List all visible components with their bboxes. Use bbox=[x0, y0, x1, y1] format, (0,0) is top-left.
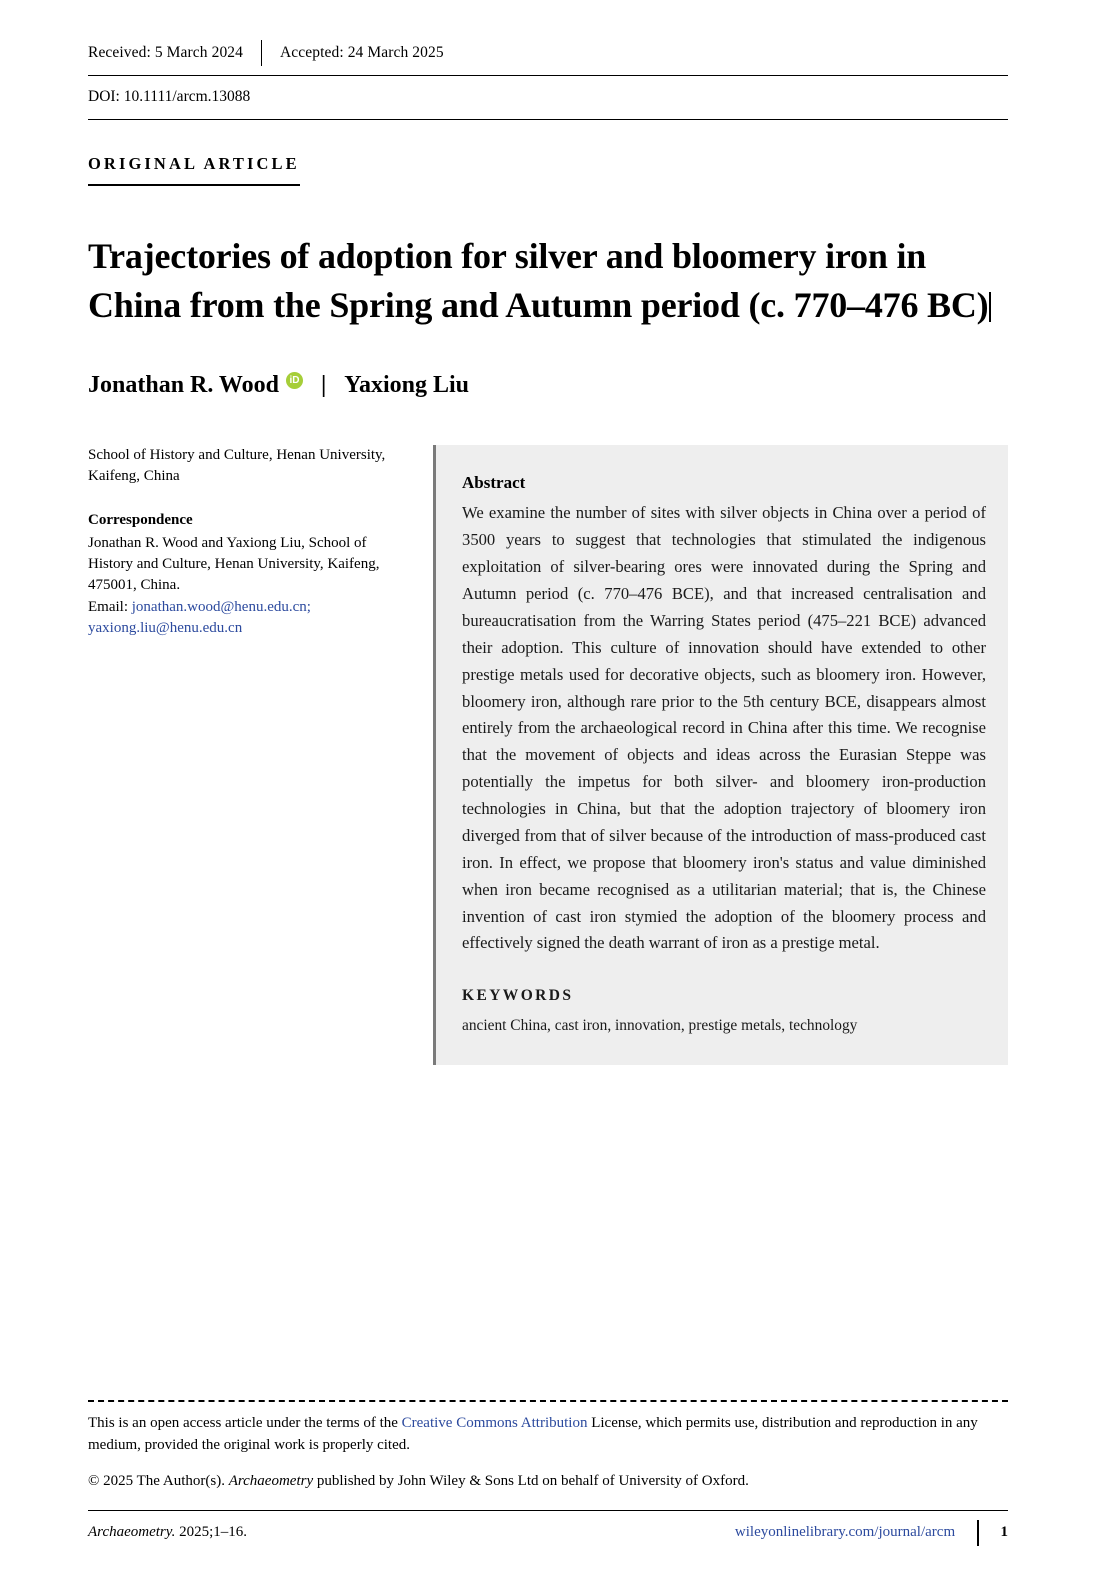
abstract-box bbox=[433, 445, 1008, 1065]
page-footer bbox=[88, 1400, 1008, 1546]
creative-commons-link[interactable]: Creative Commons Attribution bbox=[401, 1415, 588, 1431]
journal-name: Archaeometry. bbox=[88, 1524, 176, 1540]
journal-citation bbox=[88, 1524, 247, 1541]
author-list bbox=[88, 372, 1008, 399]
license-statement bbox=[88, 1413, 1008, 1457]
title-text: Trajectories of adoption for silver and bloomery iron in China from the Spring and Autumn period (c. 770–476 BC) bbox=[88, 236, 989, 325]
doi-text: DOI: 10.1111/arcm.13088 bbox=[88, 88, 1008, 120]
meta-abstract-columns bbox=[88, 445, 1008, 1065]
footer-bottom-row bbox=[88, 1520, 1008, 1546]
affiliation: School of History and Culture, Henan University, Kaifeng, China bbox=[88, 446, 386, 485]
page-title bbox=[88, 232, 1008, 330]
copyright-pre: © 2025 The Author(s). bbox=[88, 1472, 229, 1489]
orcid-icon[interactable] bbox=[286, 372, 303, 389]
keywords-heading: KEYWORDS bbox=[462, 987, 574, 1005]
license-text-1: This is an open access article under the terms of the bbox=[88, 1415, 402, 1431]
abstract-content bbox=[436, 445, 1008, 1065]
author-name-2: Yaxiong Liu bbox=[344, 371, 469, 398]
accepted-date: Accepted: 24 March 2025 bbox=[280, 44, 444, 61]
article-type: ORIGINAL ARTICLE bbox=[88, 154, 300, 186]
abstract-heading: Abstract bbox=[462, 472, 526, 492]
page-number: 1 bbox=[1000, 1524, 1008, 1540]
page-number-divider bbox=[977, 1520, 978, 1546]
correspondence-heading: Correspondence bbox=[88, 511, 193, 528]
received-accepted-row bbox=[88, 40, 1008, 76]
text-cursor bbox=[989, 292, 991, 322]
metadata-column bbox=[88, 445, 433, 639]
license-text-2: License, which permits use, distribution and reproduction in any medium, provided the original work is properly cited. bbox=[88, 1415, 978, 1453]
copyright-journal: Archaeometry bbox=[228, 1472, 314, 1489]
correspondence-body: Jonathan R. Wood and Yaxiong Liu, School of History and Culture, Henan University, Kaifeng, 475001, China. bbox=[88, 534, 380, 594]
footer-rule bbox=[88, 1510, 1008, 1511]
abstract-text: We examine the number of sites with silver objects in China over a period of 3500 years to suggest that technologies that stimulated the indigenous exploitation of silver-bearing ores were innovated during the Spring and Autumn period (c. 770–476 BCE), and that increased centralisation and bureaucratisation from the Warring States period (475–221 BCE) advanced their adoption. This culture of innovation should have extended to other prestige metals used for decorative objects, such as bloomery iron. However, bloomery iron, although rare prior to the 5th century BCE, disappears almost entirely from the archaeological record in China after this time. We recognise that the movement of objects and ideas across the Eurasian Steppe was potentially the impetus for both silver- and bloomery iron-production technologies in China, but that the adoption trajectory of bloomery iron diverged from that of silver because of the introduction of mass-produced cast iron. In effect, we propose that bloomery iron's status and value diminished when iron became recognised as a utilitarian material; that is, the Chinese invention of cast iron stymied the adoption of the bloomery process and effectively signed the death warrant of iron as a prestige metal. bbox=[462, 503, 986, 953]
author-name-1: Jonathan R. Wood bbox=[88, 371, 279, 398]
received-date: Received: 5 March 2024 bbox=[88, 44, 243, 61]
vertical-divider bbox=[261, 40, 262, 66]
email-line bbox=[88, 597, 409, 618]
email-link-1[interactable]: jonathan.wood@henu.edu.cn; bbox=[131, 598, 311, 615]
article-type-wrap bbox=[88, 120, 1008, 186]
copyright-post: published by John Wiley & Sons Ltd on behalf of University of Oxford. bbox=[313, 1472, 749, 1489]
journal-url[interactable]: wileyonlinelibrary.com/journal/arcm bbox=[734, 1524, 956, 1540]
keywords-list: ancient China, cast iron, innovation, prestige metals, technology bbox=[462, 1017, 858, 1035]
page-content bbox=[88, 40, 1008, 1065]
email-label: Email: bbox=[88, 598, 132, 615]
dashed-divider bbox=[88, 1400, 1008, 1402]
author-separator: | bbox=[320, 371, 327, 398]
copyright-statement bbox=[88, 1473, 1008, 1490]
journal-volume: 2025;1–16. bbox=[175, 1524, 248, 1540]
email-link-2[interactable]: yaxiong.liu@henu.edu.cn bbox=[88, 619, 243, 636]
